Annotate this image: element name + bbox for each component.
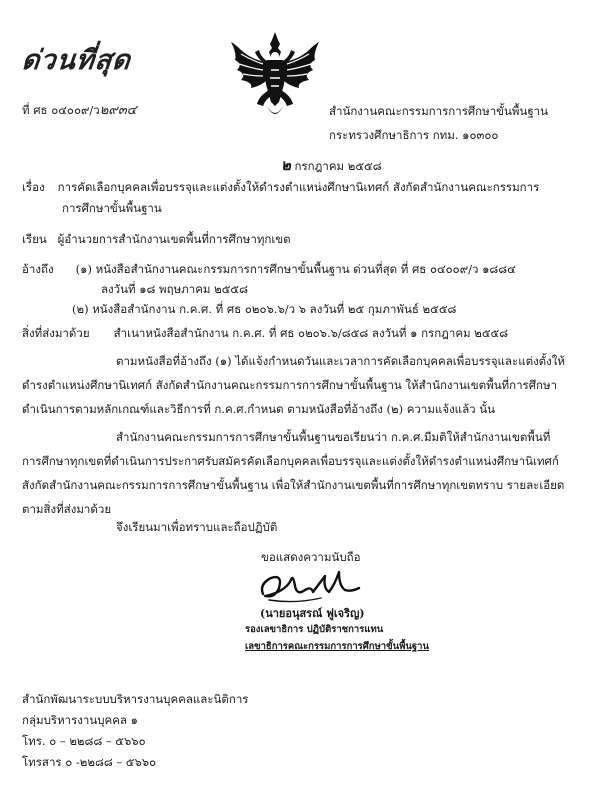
subject-section — [22, 177, 539, 219]
signer-position-2: เลขาธิการคณะกรรมการการศึกษาขั้นพื้นฐาน — [245, 641, 429, 652]
agency-name: สำนักงานคณะกรรมการการศึกษาขั้นพื้นฐาน — [329, 104, 548, 118]
subject-line-2: การศึกษาขั้นพื้นฐาน — [62, 201, 162, 215]
letter-date — [281, 153, 382, 177]
enclosure — [22, 325, 508, 343]
paragraph-line: สำนักงานคณะกรรมการการศึกษาขั้นพื้นฐานขอเรียนว่า ก.ค.ศ.มีมติให้สำนักงานเขตพื้นที่ — [116, 430, 551, 444]
paragraph-line: ดำรงตำแหน่งศึกษานิเทศก์ สังกัดสำนักงานคณะกรรมการการศึกษาขั้นพื้นฐาน ให้สำนักงานเขตพื้นที่การศึกษา — [22, 378, 558, 392]
document-number-prefix: ที่ ศธ ๐๔๐๐๙/ว — [22, 103, 100, 117]
garuda-emblem-icon — [227, 30, 323, 120]
regards-line: ขอแสดงความนับถือ — [261, 550, 361, 564]
paragraph-line: การศึกษาทุกเขตที่ดำเนินการประกาศรับสมัครคัดเลือกบุคคลเพื่อบรรจุและแต่งตั้งให้ดำรงตำแหน่งศึกษานิเทศก์ — [22, 454, 559, 468]
footer-tel: โทร. ๐ – ๒๒๘๘ – ๕๖๖๐ — [22, 734, 146, 748]
subject-label: เรื่อง — [22, 180, 45, 194]
reference-1-line-1: (๑) หนังสือสำนักงานคณะกรรมการการศึกษาขั้นพื้นฐาน ด่วนที่สุด ที่ ศธ ๐๔๐๐๙/ว ๑๘๘๔ — [75, 262, 516, 276]
agency-address — [329, 99, 548, 147]
footer-fax: โทรสาร ๐ -๒๒๘๘ – ๕๖๖๐ — [22, 755, 157, 769]
date-month-year: กรกฎาคม ๒๕๕๘ — [294, 159, 382, 173]
agency-ministry: กระทรวงศึกษาธิการ กทม. ๑๐๓๐๐ — [329, 128, 499, 142]
signer-position-1: รองเลขาธิการ ปฏิบัติราชการแทน — [245, 624, 384, 635]
enclosure-text: สำเนาหนังสือสำนักงาน ก.ค.ศ. ที่ ศธ ๐๒๐๖.๖/๘๕๘ ลงวันที่ ๑ กรกฎาคม ๒๕๕๘ — [113, 326, 509, 340]
paragraph-line: ตามหนังสือที่อ้างถึง (๑) ได้แจ้งกำหนดวันและเวลาการคัดเลือกบุคคลเพื่อบรรจุและแต่งตั้งให้ — [116, 354, 565, 368]
footer-contact — [22, 689, 248, 773]
paragraph-line: ตามสิ่งที่ส่งมาด้วย — [22, 502, 112, 516]
date-day: ๒ — [281, 156, 291, 174]
document-number — [22, 99, 137, 120]
salutation-text: ผู้อำนวยการสำนักงานเขตพื้นที่การศึกษาทุกเขต — [57, 232, 291, 246]
document-number-handwritten: ๒๙๓๔ — [99, 103, 137, 118]
signer-name: (นายอนุสรณ์ ฟูเจริญ) — [260, 607, 365, 620]
enclosure-label: สิ่งที่ส่งมาด้วย — [22, 326, 90, 340]
reference-2: (๒) หนังสือสำนักงาน ก.ค.ศ. ที่ ศธ ๐๒๐๖.๖/ว ๖ ลงวันที่ ๒๕ กุมภาพันธ์ ๒๕๕๘ — [72, 302, 457, 316]
body-paragraph-1 — [22, 349, 582, 421]
references-section — [22, 259, 516, 319]
salutation-label: เรียน — [22, 232, 47, 246]
footer-office: สำนักพัฒนาระบบบริหารงานบุคคลและนิติการ — [22, 692, 249, 706]
salutation — [22, 231, 291, 249]
subject-line-1: การคัดเลือกบุคคลเพื่อบรรจุและแต่งตั้งให้ดำรงตำแหน่งศึกษานิเทศก์ สังกัดสำนักงานคณะกรรมการ — [57, 180, 540, 194]
reference-1-line-2: ลงวันที่ ๑๘ พฤษภาคม ๒๕๕๘ — [101, 282, 248, 296]
closing-line: จึงเรียนมาเพื่อทราบและถือปฏิบัติ — [116, 520, 278, 534]
urgency-stamp: ด่วนที่สุด — [20, 45, 133, 76]
paragraph-line: สังกัดสำนักงานคณะกรรมการการศึกษาขั้นพื้นฐาน เพื่อให้สำนักงานเขตพื้นที่การศึกษาทุกเขตทราบ รายละเอียด — [22, 478, 565, 492]
references-label: อ้างถึง — [22, 262, 54, 276]
handwritten-signature-icon — [255, 566, 365, 606]
paragraph-line: ดำเนินการตามหลักเกณฑ์และวิธีการที่ ก.ค.ศ.กำหนด ตามหนังสือที่อ้างถึง (๒) ความแจ้งแล้ว นั้น — [22, 402, 495, 416]
footer-group: กลุ่มบริหารงานบุคคล ๑ — [22, 713, 138, 727]
body-paragraph-2 — [22, 425, 582, 521]
